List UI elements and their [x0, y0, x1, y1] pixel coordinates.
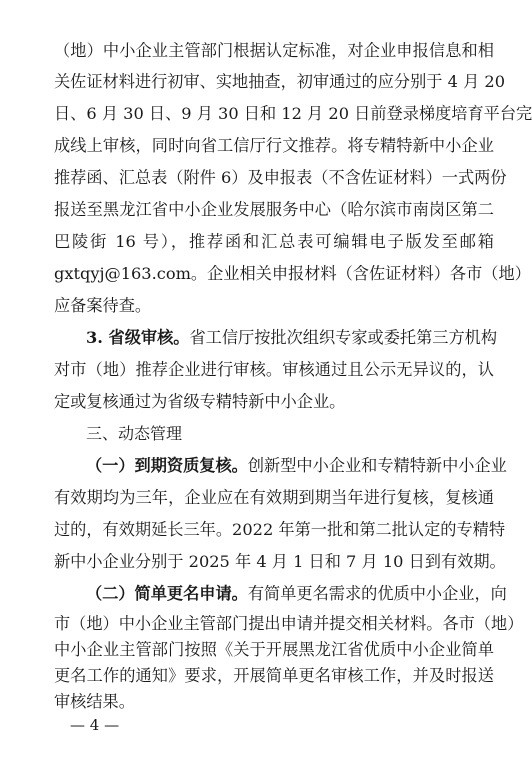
paragraph-1-line-3: 日、6 月 30 日、9 月 30 日和 12 月 20 日前登录梯度培育平台完: [54, 104, 532, 123]
page-number: — 4 —: [70, 716, 120, 734]
paragraph-2-line-2: 对市（地）推荐企业进行审核。审核通过且公示无异议的，认: [54, 360, 494, 379]
provincial-review-heading: 3. 省级审核。: [86, 328, 190, 347]
paragraph-4-line-4: 更名工作的通知》要求，开展简单更名审核工作，并及时报送: [54, 666, 494, 685]
paragraph-3-line-1: [86, 456, 507, 478]
rename-application-heading: （二）简单更名申请。: [86, 584, 248, 603]
paragraph-1-line-4: 成线上审核，同时向省工信厅行文推荐。将专精特新中小企业: [54, 136, 494, 155]
paragraph-1-line-9: 应备案待查。: [54, 296, 152, 315]
paragraph-1-line-2: 关佐证材料进行初审、实地抽查，初审通过的应分别于 4 月 20: [54, 72, 506, 91]
paragraph-1-line-8: gxtqyj@163.com。企业相关申报材料（含佐证材料）各市（地）: [54, 264, 531, 283]
paragraph-4-line-2: 市（地）中小企业主管部门提出申请并提交相关材料。各市（地）: [54, 614, 524, 633]
paragraph-4-line-1-text: 有简单更名需求的优质中小企业，向: [247, 584, 507, 603]
paragraph-1-line-5: 推荐函、汇总表（附件 6）及申报表（不含佐证材料）一式两份: [54, 168, 507, 187]
paragraph-2-line-3: 定或复核通过为省级专精特新中小企业。: [54, 392, 346, 411]
paragraph-2-line-1-text: 省工信厅按批次组织专家或委托第三方机构: [189, 328, 498, 347]
paragraph-4-line-5: 审核结果。: [54, 692, 135, 711]
paragraph-4-line-1: [86, 584, 507, 606]
expiry-review-heading: （一）到期资质复核。: [86, 456, 248, 475]
section-heading: 三、动态管理: [86, 424, 183, 443]
paragraph-3-line-2: 有效期均为三年，企业应在有效期到期当年进行复核，复核通: [54, 488, 494, 507]
paragraph-3-line-1-text: 创新型中小企业和专精特新中小企业: [247, 456, 507, 475]
paragraph-1-line-1: （地）中小企业主管部门根据认定标准，对企业申报信息和相: [54, 41, 494, 60]
paragraph-1-line-7: 巴陵街 16 号），推荐函和汇总表可编辑电子版发至邮箱: [54, 232, 494, 251]
paragraph-4-line-3: 中小企业主管部门按照《关于开展黑龙江省优质中小企业简单: [54, 640, 494, 659]
paragraph-3-line-4: 新中小企业分别于 2025 年 4 月 1 日和 7 月 10 日到有效期。: [54, 552, 506, 571]
paragraph-1-line-6: 报送至黑龙江省中小企业发展服务中心（哈尔滨市南岗区第二: [54, 200, 494, 219]
paragraph-3-line-3: 过的，有效期延长三年。2022 年第一批和第二批认定的专精特: [54, 520, 506, 539]
paragraph-2-line-1: [86, 328, 498, 350]
